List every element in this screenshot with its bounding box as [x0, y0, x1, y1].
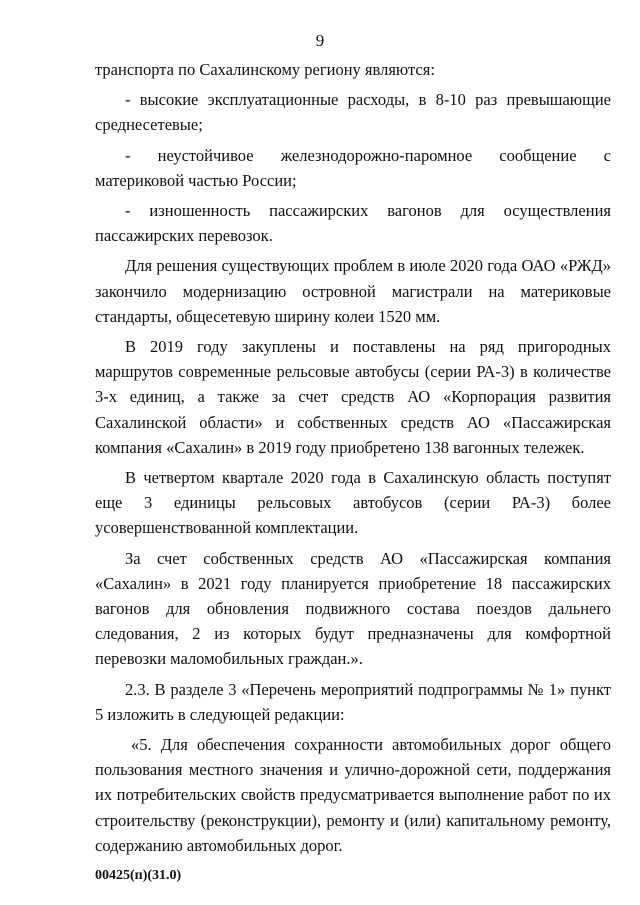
list-item-ferry: - неустойчивое железнодорожно-паромное сообщение с материковой частью России; — [95, 145, 611, 190]
paragraph-rail-buses-2019: В 2019 году закуплены и поставлены на ряд пригородных маршрутов современные рельсовые автобусы (серии РА-3) в количестве 3-х единиц, а также за счет средств АО «Корпорация развития Сахалинской области» и собственных средств АО «Пассажирская компания «Сахалин» в 2019 году приобретено 138 вагонных тележек. — [95, 337, 611, 457]
list-item-wagons: - изношенность пассажирских вагонов для осуществления пассажирских перевозок. — [95, 201, 611, 246]
paragraph-modernization: Для решения существующих проблем в июле 2020 года ОАО «РЖД» закончило модернизацию островной магистрали на материковые стандарты, общесетевую ширину колеи 1520 мм. — [95, 256, 611, 326]
list-item-costs: - высокие эксплуатационные расходы, в 8-10 раз превышающие среднесетевые; — [95, 90, 611, 135]
page-number: 9 — [315, 31, 325, 50]
document-body — [95, 57, 611, 863]
paragraph-section-2-3: 2.3. В разделе 3 «Перечень мероприятий подпрограммы № 1» пункт 5 изложить в следующей редакции: — [95, 679, 611, 724]
paragraph-wagons-2021: За счет собственных средств АО «Пассажирская компания «Сахалин» в 2021 году планируется приобретение 18 пассажирских вагонов для обновления подвижного состава поездов дальнего следования, 2 из которых будут предназначены для комфортной перевозки маломобильных граждан.». — [95, 548, 611, 669]
document-code: 00425(п)(31.0) — [95, 868, 182, 883]
paragraph-rail-buses-2020: В четвертом квартале 2020 года в Сахалинскую область поступят еще 3 единицы рельсовых автобусов (серии РА-3) более усовершенствованной комплектации. — [95, 468, 611, 538]
paragraph-intro: транспорта по Сахалинскому региону являются: — [95, 60, 435, 79]
paragraph-item-5: «5. Для обеспечения сохранности автомобильных дорог общего пользования местного значения и улично-дорожной сети, поддержания их потребительских свойств предусматривается выполнение работ по их строительству (реконструкции), ремонту и (или) капитальному ремонту, содержанию автомобильных дорог. — [95, 735, 611, 855]
